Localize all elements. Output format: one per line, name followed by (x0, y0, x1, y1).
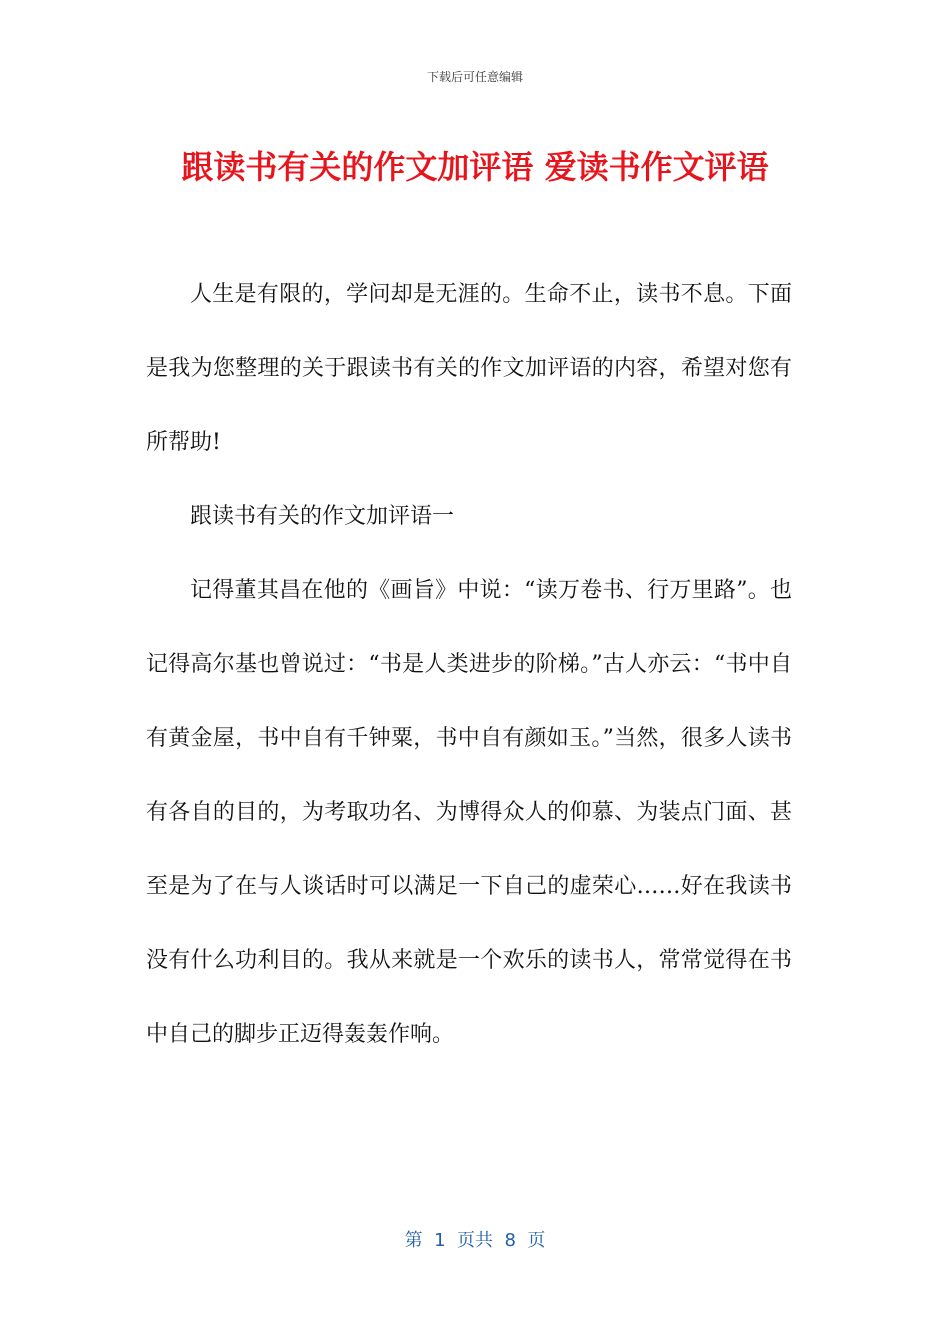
document-body (146, 258, 792, 1072)
page-footer: 第 1 页共 8 页 (404, 1230, 546, 1251)
paragraph-essay: 记得董其昌在他的《画旨》中说：“读万卷书、行万里路”。也记得高尔基也曾说过：“书是人类进步的阶梯。”古人亦云：“书中自有黄金屋，书中自有千钟粟，书中自有颜如玉。”当然，很多人读书有各自的目的，为考取功名、为博得众人的仰慕、为装点门面、甚至是为了在与人谈话时可以满足一下自己的虚荣心……好在我读书没有什么功利目的。我从来就是一个欢乐的读书人，常常觉得在书中自己的脚步正迈得轰轰作响。 (146, 578, 792, 1047)
paragraph-intro: 人生是有限的，学问却是无涯的。生命不止，读书不息。下面是我为您整理的关于跟读书有关的作文加评语的内容，希望对您有所帮助! (146, 282, 792, 455)
header-note: 下载后可任意编辑 (426, 70, 523, 84)
paragraph-subheading: 跟读书有关的作文加评语一 (190, 504, 455, 529)
document-title: 跟读书有关的作文加评语 爱读书作文评语 (181, 148, 769, 186)
